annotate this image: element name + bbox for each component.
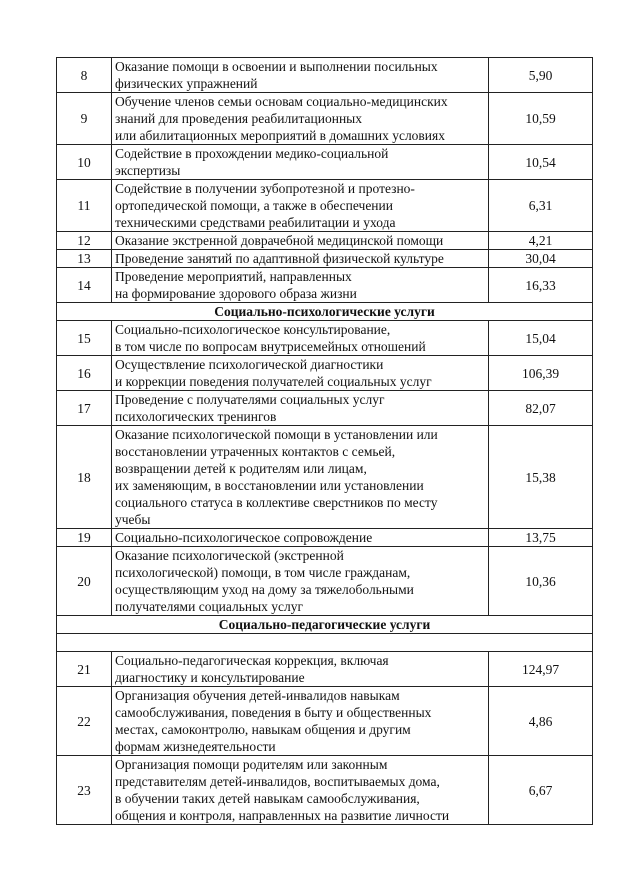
service-name: Обучение членов семьи основам социально-медицинских знаний для проведения реабилитационных или абилитационных мероприятий в домашних условиях [112,93,489,145]
row-number: 9 [57,93,112,145]
service-value: 124,97 [489,652,593,687]
document-page [56,57,592,825]
service-name: Оказание психологической помощи в установлении или восстановлении утраченных контактов с семьей, возвращении детей к родителям или лицам, их заменяющим, в восстановлении или установлении социального статуса в коллективе сверстников по месту учебы [112,426,489,529]
service-value: 16,33 [489,268,593,303]
table-row [57,58,593,93]
service-value: 13,75 [489,529,593,547]
row-number: 14 [57,268,112,303]
service-value: 15,38 [489,426,593,529]
service-name: Оказание помощи в освоении и выполнении посильных физических упражнений [112,58,489,93]
service-value: 6,67 [489,756,593,825]
service-name: Содействие в прохождении медико-социальной экспертизы [112,145,489,180]
service-value: 4,86 [489,687,593,756]
row-number: 11 [57,180,112,232]
service-name: Проведение занятий по адаптивной физической культуре [112,250,489,268]
row-number: 16 [57,356,112,391]
table-row [57,652,593,687]
empty-cell [57,634,593,652]
row-number: 23 [57,756,112,825]
service-value: 15,04 [489,321,593,356]
table-row [57,250,593,268]
service-value: 4,21 [489,232,593,250]
services-table-body [57,58,593,825]
row-number: 21 [57,652,112,687]
service-value: 10,36 [489,547,593,616]
section-header-row [57,616,593,634]
table-row [57,180,593,232]
service-name: Социально-психологическое консультирование, в том числе по вопросам внутрисемейных отношений [112,321,489,356]
services-table [56,57,593,825]
row-number: 8 [57,58,112,93]
service-value: 106,39 [489,356,593,391]
table-row [57,268,593,303]
service-name: Социально-педагогическая коррекция, включая диагностику и консультирование [112,652,489,687]
service-name: Оказание психологической (экстренной психологической) помощи, в том числе гражданам, осуществляющим уход на дому за тяжелобольными получателями социальных услуг [112,547,489,616]
table-row [57,356,593,391]
table-row [57,547,593,616]
table-row [57,391,593,426]
table-row [57,93,593,145]
row-number: 19 [57,529,112,547]
row-number: 18 [57,426,112,529]
table-row [57,756,593,825]
service-name: Содействие в получении зубопротезной и протезно- ортопедической помощи, а также в обеспечении техническими средствами реабилитации и ухода [112,180,489,232]
service-value: 10,54 [489,145,593,180]
table-row [57,321,593,356]
service-name: Социально-психологическое сопровождение [112,529,489,547]
table-row [57,529,593,547]
service-value: 82,07 [489,391,593,426]
table-row [57,687,593,756]
service-name: Проведение мероприятий, направленных на формирование здорового образа жизни [112,268,489,303]
service-value: 5,90 [489,58,593,93]
table-row [57,145,593,180]
row-number: 10 [57,145,112,180]
service-value: 6,31 [489,180,593,232]
service-name: Организация обучения детей-инвалидов навыкам самообслуживания, поведения в быту и общественных местах, самоконтролю, навыкам общения и другим формам жизнедеятельности [112,687,489,756]
service-name: Оказание экстренной доврачебной медицинской помощи [112,232,489,250]
row-number: 22 [57,687,112,756]
row-number: 17 [57,391,112,426]
service-name: Проведение с получателями социальных услуг психологических тренингов [112,391,489,426]
table-row [57,426,593,529]
row-number: 20 [57,547,112,616]
service-name: Организация помощи родителям или законным представителям детей-инвалидов, воспитываемых дома, в обучении таких детей навыкам самообслуживания, общения и контроля, направленных на развитие личности [112,756,489,825]
service-value: 30,04 [489,250,593,268]
section-title: Социально-психологические услуги [57,303,593,321]
row-number: 13 [57,250,112,268]
section-title: Социально-педагогические услуги [57,616,593,634]
table-row [57,232,593,250]
empty-row [57,634,593,652]
section-header-row [57,303,593,321]
service-value: 10,59 [489,93,593,145]
service-name: Осуществление психологической диагностики и коррекции поведения получателей социальных услуг [112,356,489,391]
row-number: 15 [57,321,112,356]
row-number: 12 [57,232,112,250]
